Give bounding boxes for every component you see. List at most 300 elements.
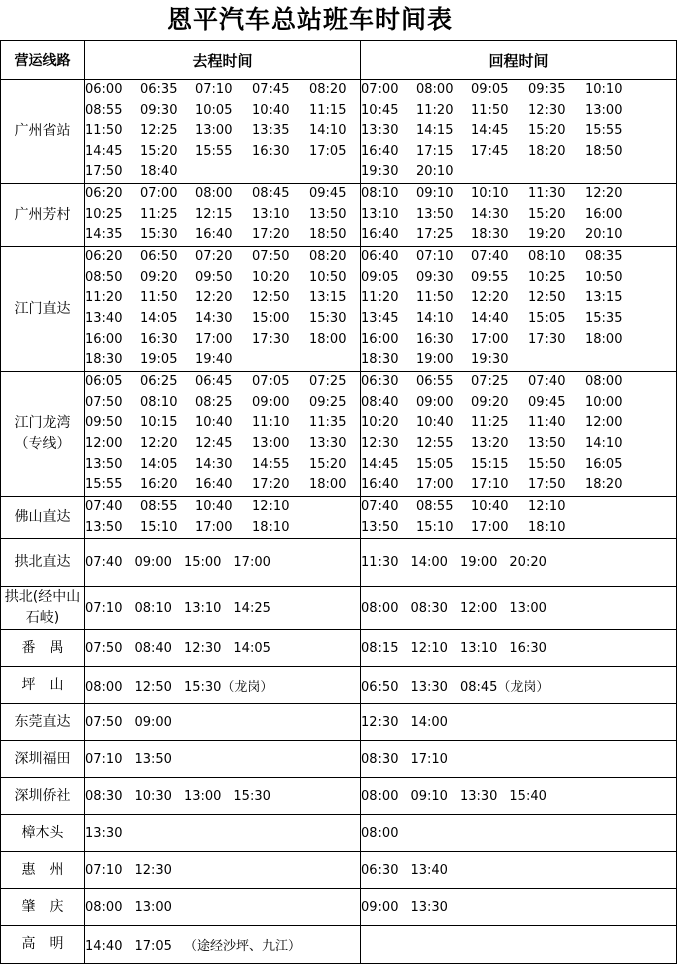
departure-time: 11:10: [252, 415, 290, 431]
route-name: 广州芳村: [1, 184, 85, 247]
departure-time: 15:50: [528, 456, 566, 472]
time-line: [85, 101, 360, 122]
departure-time: 07:40: [528, 374, 566, 390]
header-route: 营运线路: [1, 41, 85, 80]
outbound-times: [85, 926, 361, 964]
departure-time: 19:00: [459, 555, 498, 571]
departure-time: 13:30: [459, 788, 498, 804]
departure-time: 09:50: [195, 269, 233, 285]
departure-time: 11:30: [361, 555, 399, 571]
time-line: [85, 121, 360, 142]
departure-time: 15:40: [509, 788, 547, 804]
departure-time: 13:50: [85, 456, 123, 472]
time-line: [85, 475, 360, 496]
departure-time: 12:50: [528, 290, 566, 306]
departure-time: 11:30: [528, 186, 566, 202]
departure-time: 15:00: [183, 555, 222, 571]
departure-time: 08:55: [140, 499, 178, 514]
departure-time: 18:10: [252, 519, 290, 535]
departure-time: 14:10: [416, 311, 454, 326]
departure-time: 12:30: [528, 102, 566, 118]
departure-time: 18:50: [585, 143, 623, 159]
return-times: [361, 667, 677, 704]
time-line: [85, 330, 360, 351]
departure-time: 07:45: [252, 82, 290, 98]
departure-time: 08:00: [85, 679, 123, 695]
table-row: [1, 741, 677, 778]
departure-time: 08:30: [361, 751, 399, 767]
departure-time: 07:50: [252, 249, 290, 265]
departure-time: 07:50: [85, 394, 123, 410]
departure-time: 19:30: [471, 352, 509, 368]
departure-time: 12:50: [252, 290, 290, 306]
return-times: [361, 852, 677, 889]
return-times: [361, 247, 677, 372]
departure-time: 13:10: [361, 206, 399, 222]
outbound-times: [85, 587, 361, 630]
departure-time: 12:55: [416, 436, 454, 451]
table-row: [1, 778, 677, 815]
return-times: [361, 497, 677, 539]
route-name: 坪 山: [1, 667, 85, 704]
departure-time: 13:30: [410, 899, 448, 915]
departure-time: 15:15: [471, 456, 509, 472]
departure-time: 12:25: [140, 123, 178, 139]
departure-time: 19:20: [528, 227, 566, 243]
departure-time: 08:00: [585, 374, 623, 390]
departure-time: 10:50: [309, 269, 347, 285]
departure-time: 07:00: [140, 186, 178, 202]
time-line: [85, 80, 360, 101]
departure-time: 08:00: [361, 600, 399, 616]
departure-time: 08:00: [195, 186, 233, 202]
departure-time: 09:45: [528, 394, 566, 410]
table-row: [1, 815, 677, 852]
departure-time: 09:30: [140, 102, 178, 118]
departure-time: 10:40: [416, 415, 454, 431]
outbound-times: [85, 497, 361, 539]
departure-time: 12:30: [183, 640, 222, 656]
departure-time: 13:50: [85, 519, 123, 535]
departure-time: 19:05: [140, 352, 178, 368]
table-row: [1, 80, 677, 184]
departure-time: 06:50: [140, 249, 178, 265]
departure-time: 18:00: [309, 331, 347, 347]
table-row: [1, 247, 677, 372]
departure-time: 17:00: [233, 555, 271, 571]
departure-time: 12:20: [585, 186, 623, 202]
departure-time: 18:20: [528, 143, 566, 159]
route-name: 江门直达: [1, 247, 85, 372]
departure-time: 13:30: [85, 825, 123, 841]
outbound-times: [85, 815, 361, 852]
departure-time: 08:30: [85, 788, 123, 804]
departure-time: 06:20: [85, 249, 123, 265]
departure-time: 09:00: [134, 555, 172, 571]
route-name: 肇 庆: [1, 889, 85, 926]
time-line: [85, 497, 360, 518]
departure-time: 17:05: [134, 939, 172, 955]
departure-time: 12:45: [195, 436, 233, 451]
departure-time: 14:40: [85, 939, 123, 955]
outbound-times: [85, 247, 361, 372]
departure-time: 14:00: [410, 555, 448, 571]
departure-time: 15:35: [585, 311, 623, 326]
departure-time: 16:05: [585, 456, 623, 472]
route-name: 江门龙湾（专线）: [1, 372, 85, 497]
return-times: [361, 704, 677, 741]
table-row: [1, 372, 677, 497]
departure-time: 10:10: [585, 82, 623, 98]
departure-time: 16:00: [361, 331, 399, 347]
departure-time: 12:20: [471, 290, 509, 306]
departure-time: 07:50: [85, 714, 123, 730]
time-line: [85, 205, 360, 226]
departure-time: 08:10: [528, 249, 566, 265]
departure-time: 13:50: [134, 751, 172, 767]
return-times: [361, 741, 677, 778]
departure-time: 09:05: [361, 269, 399, 285]
departure-time: 10:40: [195, 415, 233, 431]
departure-time: 13:00: [252, 436, 290, 451]
departure-time: 10:20: [252, 269, 290, 285]
departure-time: 08:15: [361, 640, 399, 656]
table-row: [1, 926, 677, 964]
time-line: [361, 413, 676, 434]
table-row: [1, 889, 677, 926]
departure-time: 13:50: [361, 519, 399, 535]
time-line: [85, 455, 360, 476]
departure-time: 15:00: [252, 311, 290, 326]
outbound-times: [85, 889, 361, 926]
departure-time: 18:10: [528, 519, 566, 535]
departure-time: 14:30: [195, 456, 233, 472]
departure-time: 06:45: [195, 374, 233, 390]
departure-time: 13:35: [252, 123, 290, 139]
departure-time: 08:00: [85, 899, 123, 915]
departure-time: 08:40: [134, 640, 172, 656]
departure-time: 11:25: [471, 415, 509, 431]
departure-time: 11:35: [309, 415, 347, 431]
departure-time: 17:20: [252, 477, 290, 493]
departure-time: 08:20: [309, 82, 347, 98]
departure-time: 13:10: [252, 206, 290, 222]
departure-time: 09:05: [471, 82, 509, 98]
departure-time: 13:50: [528, 436, 566, 451]
time-line: [85, 372, 360, 393]
departure-time: 18:00: [309, 477, 347, 493]
departure-time: 10:25: [85, 206, 123, 222]
departure-time: 06:50: [361, 679, 399, 695]
departure-time: 08:30: [410, 600, 448, 616]
time-line: [85, 413, 360, 434]
departure-time: 15:20: [528, 123, 566, 139]
departure-time: 14:45: [361, 456, 399, 472]
header-outbound: 去程时间: [85, 41, 361, 80]
time-line: [361, 142, 676, 163]
time-line: [361, 350, 676, 371]
header-row: [1, 41, 677, 80]
departure-time: 06:00: [85, 82, 123, 98]
time-line: [361, 121, 676, 142]
departure-time: 19:40: [195, 352, 233, 368]
route-name: 惠 州: [1, 852, 85, 889]
departure-time: 13:45: [361, 311, 399, 326]
route-name: 高 明: [1, 926, 85, 964]
departure-time: 15:30: [140, 227, 178, 243]
departure-time: 13:15: [309, 290, 347, 306]
route-name: 东莞直达: [1, 704, 85, 741]
departure-time: 06:40: [361, 249, 399, 265]
departure-time: 16:30: [140, 331, 178, 347]
departure-time: 13:00: [585, 102, 623, 118]
departure-time: 14:05: [233, 640, 271, 656]
time-line: [85, 518, 360, 539]
departure-time: 08:25: [195, 394, 233, 410]
departure-time: 16:40: [361, 477, 399, 493]
outbound-times: [85, 667, 361, 704]
departure-time: 12:30: [134, 862, 172, 878]
departure-time: 06:55: [416, 374, 454, 390]
table-row: [1, 667, 677, 704]
departure-time: 06:30: [361, 862, 399, 878]
departure-time: 10:10: [471, 186, 509, 202]
time-line: [85, 393, 360, 414]
departure-time: 08:00: [361, 825, 399, 841]
return-times: [361, 926, 677, 964]
departure-time: 15:05: [416, 456, 454, 472]
departure-time: 18:20: [585, 477, 623, 493]
departure-time: 10:15: [140, 415, 178, 431]
departure-time: 12:20: [140, 436, 178, 451]
departure-time: 08:55: [85, 102, 123, 118]
departure-time: 13:10: [459, 640, 498, 656]
time-line: [85, 162, 360, 183]
timetable-body: [1, 80, 677, 964]
departure-time: 07:50: [85, 640, 123, 656]
departure-time: 08:10: [361, 186, 399, 202]
departure-time: 13:40: [410, 862, 448, 878]
return-times: [361, 184, 677, 247]
outbound-times: [85, 80, 361, 184]
time-line: [85, 434, 360, 455]
time-line: [85, 184, 360, 205]
departure-time: 10:50: [585, 269, 623, 285]
departure-time: 11:25: [140, 206, 178, 222]
departure-time: 09:55: [471, 269, 509, 285]
departure-time: 10:20: [361, 415, 399, 431]
time-line: [361, 162, 676, 183]
departure-time: 08:50: [85, 269, 123, 285]
departure-time: 09:45: [309, 186, 347, 202]
departure-time: 11:50: [471, 102, 509, 118]
departure-time: 12:30: [361, 714, 399, 730]
departure-time: 15:20: [528, 206, 566, 222]
departure-time: 14:30: [471, 206, 509, 222]
departure-time: 11:50: [416, 290, 454, 306]
departure-time: 09:00: [361, 899, 399, 915]
departure-time: 06:35: [140, 82, 178, 98]
time-line: [85, 247, 360, 268]
departure-time: 10:05: [195, 102, 233, 118]
table-row: [1, 497, 677, 539]
departure-time: 15:55: [585, 123, 623, 139]
departure-time: 17:00: [471, 331, 509, 347]
departure-time: 14:40: [471, 311, 509, 326]
time-line: [361, 247, 676, 268]
departure-time: 20:20: [509, 555, 547, 571]
time-line: [361, 434, 676, 455]
departure-time: 17:25: [416, 227, 454, 243]
departure-time: 08:10: [140, 394, 178, 410]
departure-time: 17:50: [85, 164, 123, 180]
departure-time: 12:00: [85, 436, 123, 451]
departure-time: 18:40: [140, 164, 178, 180]
departure-time: 13:00: [509, 600, 547, 616]
departure-time: 15:30: [233, 788, 271, 804]
time-line: [85, 268, 360, 289]
outbound-times: [85, 852, 361, 889]
departure-time: 14:30: [195, 311, 233, 326]
time-line: [361, 518, 676, 539]
time-line: [361, 80, 676, 101]
departure-time: 09:10: [410, 788, 448, 804]
departure-time: 07:10: [85, 862, 123, 878]
return-times: [361, 630, 677, 667]
departure-time: 06:30: [361, 374, 399, 390]
departure-time: 13:20: [471, 436, 509, 451]
time-line: [85, 350, 360, 371]
outbound-times: [85, 630, 361, 667]
departure-time: 12:20: [195, 290, 233, 306]
time-line: [361, 309, 676, 330]
departure-time: 18:30: [471, 227, 509, 243]
departure-time: 15:10: [140, 519, 178, 535]
departure-time: 09:50: [85, 415, 123, 431]
outbound-times: [85, 539, 361, 587]
table-row: [1, 184, 677, 247]
departure-time: 10:00: [585, 394, 623, 410]
time-line: [85, 142, 360, 163]
departure-time: 13:15: [585, 290, 623, 306]
departure-time: 18:30: [85, 352, 123, 368]
time-line: [361, 184, 676, 205]
departure-time: （途经沙坪、九江）: [183, 939, 301, 955]
departure-time: 07:05: [252, 374, 290, 390]
departure-time: 14:00: [410, 714, 448, 730]
departure-time: 10:30: [134, 788, 172, 804]
departure-time: 15:30（龙岗）: [183, 679, 274, 695]
departure-time: 09:00: [252, 394, 290, 410]
departure-time: 07:20: [195, 249, 233, 265]
timetable: [0, 40, 677, 964]
departure-time: 13:00: [183, 788, 222, 804]
departure-time: 09:00: [416, 394, 454, 410]
departure-time: 15:10: [416, 519, 454, 535]
departure-time: 13:10: [183, 600, 222, 616]
table-row: [1, 630, 677, 667]
header-return: 回程时间: [361, 41, 677, 80]
departure-time: 12:00: [585, 415, 623, 431]
departure-time: 17:10: [410, 751, 448, 767]
outbound-times: [85, 372, 361, 497]
departure-time: 07:10: [195, 82, 233, 98]
departure-time: 14:05: [140, 456, 178, 472]
time-line: [361, 372, 676, 393]
departure-time: 07:40: [471, 249, 509, 265]
departure-time: 10:40: [252, 102, 290, 118]
time-line: [361, 101, 676, 122]
departure-time: 12:00: [459, 600, 498, 616]
table-row: [1, 587, 677, 630]
departure-time: 14:10: [309, 123, 347, 139]
departure-time: 12:15: [195, 206, 233, 222]
departure-time: 09:25: [309, 394, 347, 410]
departure-time: 13:50: [309, 206, 347, 222]
route-name: 深圳福田: [1, 741, 85, 778]
departure-time: 17:30: [252, 331, 290, 347]
departure-time: 07:25: [309, 374, 347, 390]
departure-time: 14:45: [471, 123, 509, 139]
time-line: [85, 288, 360, 309]
departure-time: 10:40: [471, 499, 509, 514]
departure-time: 11:15: [309, 102, 347, 118]
route-name: 番 禺: [1, 630, 85, 667]
departure-time: 08:10: [134, 600, 172, 616]
time-line: [361, 497, 676, 518]
departure-time: 18:00: [585, 331, 623, 347]
departure-time: 14:10: [585, 436, 623, 451]
departure-time: 11:20: [85, 290, 123, 306]
departure-time: 11:40: [528, 415, 566, 431]
departure-time: 16:00: [585, 206, 623, 222]
departure-time: 17:20: [252, 227, 290, 243]
departure-time: 16:20: [140, 477, 178, 493]
departure-time: 08:55: [416, 499, 454, 514]
departure-time: 17:00: [195, 331, 233, 347]
departure-time: 13:00: [195, 123, 233, 139]
departure-time: 08:45: [252, 186, 290, 202]
departure-time: 14:55: [252, 456, 290, 472]
departure-time: 17:50: [528, 477, 566, 493]
outbound-times: [85, 184, 361, 247]
departure-time: 17:00: [416, 477, 454, 493]
departure-time: 16:00: [85, 331, 123, 347]
departure-time: 15:55: [85, 477, 123, 493]
departure-time: 17:10: [471, 477, 509, 493]
return-times: [361, 539, 677, 587]
departure-time: 13:50: [416, 206, 454, 222]
route-name: 拱北(经中山石岐): [1, 587, 85, 630]
departure-time: 16:40: [195, 477, 233, 493]
outbound-times: [85, 778, 361, 815]
departure-time: 11:50: [140, 290, 178, 306]
route-name: 广州省站: [1, 80, 85, 184]
departure-time: 08:45（龙岗）: [459, 679, 550, 695]
departure-time: 17:30: [528, 331, 566, 347]
departure-time: 14:15: [416, 123, 454, 139]
departure-time: 08:35: [585, 249, 623, 265]
departure-time: 19:00: [416, 352, 454, 368]
return-times: [361, 778, 677, 815]
departure-time: 09:10: [416, 186, 454, 202]
departure-time: 09:20: [471, 394, 509, 410]
departure-time: 06:25: [140, 374, 178, 390]
departure-time: 17:45: [471, 143, 509, 159]
departure-time: 09:20: [140, 269, 178, 285]
return-times: [361, 80, 677, 184]
route-name: 樟木头: [1, 815, 85, 852]
